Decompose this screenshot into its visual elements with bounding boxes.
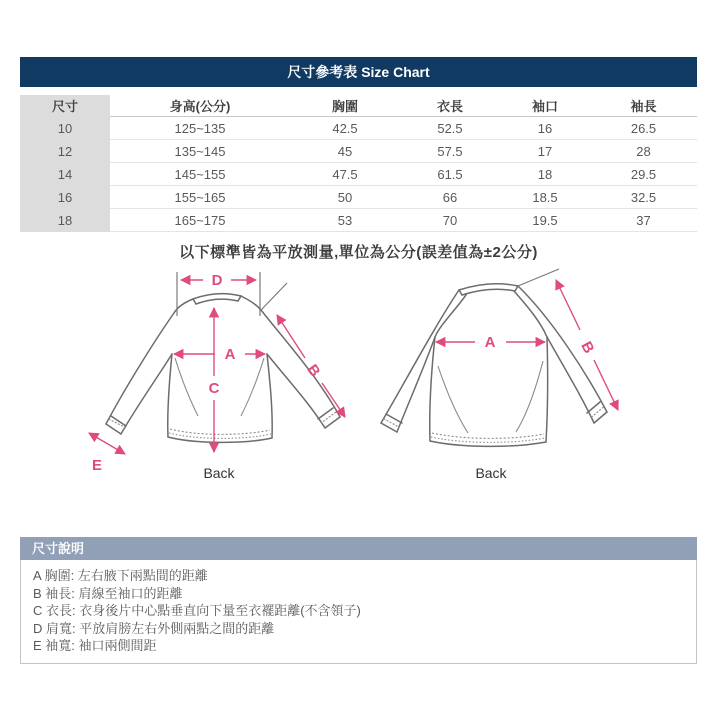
value-cell: 53 (290, 209, 400, 232)
page-title: 尺寸參考表 Size Chart (287, 64, 430, 80)
value-cell: 37 (590, 209, 697, 232)
value-cell: 145~155 (110, 163, 290, 186)
shirt-diagram-right (366, 266, 641, 481)
column-header: 袖長 (590, 95, 697, 117)
size-note-item: E 袖寬: 袖口兩側間距 (33, 638, 157, 654)
size-note-item: D 肩寬: 平放肩膀左右外側兩點之間的距離 (33, 620, 275, 636)
column-header: 尺寸 (20, 95, 110, 117)
measurement-note: 以下標準皆為平放測量,單位為公分(誤差值為±2公分) (179, 244, 538, 261)
value-cell: 18 (500, 163, 590, 186)
size-row (20, 186, 697, 209)
value-cell: 125~135 (110, 117, 290, 140)
diagram-raglan-sleeve-back (366, 266, 641, 481)
label-chest-width: A (484, 334, 495, 351)
value-cell: 135~145 (110, 140, 290, 163)
value-cell: 45 (290, 140, 400, 163)
size-row (20, 117, 697, 140)
size-table-body (20, 117, 697, 232)
size-notes-panel (20, 537, 697, 664)
size-note-item: B 袖長: 肩線至袖口的距離 (33, 585, 183, 601)
value-cell: 52.5 (400, 117, 500, 140)
extension-lines (518, 269, 559, 286)
diagrams-row (20, 266, 697, 481)
value-cell: 16 (500, 117, 590, 140)
value-cell: 28 (590, 140, 697, 163)
value-cell: 32.5 (590, 186, 697, 209)
column-header: 胸圍 (290, 95, 400, 117)
shirt-outline (106, 294, 340, 443)
size-notes-header: 尺寸說明 (20, 537, 697, 560)
diagram-setin-sleeve-back (77, 266, 352, 481)
back-view-caption: Back (202, 465, 235, 481)
value-cell: 165~175 (110, 209, 290, 232)
size-cell: 18 (20, 209, 110, 232)
value-cell: 155~165 (110, 186, 290, 209)
size-row (20, 140, 697, 163)
size-table-head (20, 95, 697, 117)
value-cell: 57.5 (400, 140, 500, 163)
size-table (20, 95, 697, 232)
value-cell: 18.5 (500, 186, 590, 209)
label-cuff-width: E (91, 457, 102, 474)
column-header: 身高(公分) (110, 95, 290, 117)
size-cell: 14 (20, 163, 110, 186)
size-cell: 16 (20, 186, 110, 209)
column-header: 袖口 (500, 95, 590, 117)
value-cell: 50 (290, 186, 400, 209)
size-notes-body (20, 560, 697, 664)
value-cell: 19.5 (500, 209, 590, 232)
size-cell: 10 (20, 117, 110, 140)
value-cell: 47.5 (290, 163, 400, 186)
value-cell: 66 (400, 186, 500, 209)
size-cell: 12 (20, 140, 110, 163)
label-chest-width: A (224, 346, 235, 363)
column-header: 衣長 (400, 95, 500, 117)
size-note-item: A 胸圍: 左右腋下兩點間的距離 (33, 568, 208, 583)
shirt-diagram-left (77, 266, 352, 481)
value-cell: 70 (400, 209, 500, 232)
size-table-header-row (20, 95, 697, 117)
size-chart-title-bar (20, 57, 697, 87)
value-cell: 42.5 (290, 117, 400, 140)
value-cell: 17 (500, 140, 590, 163)
label-shoulder-width: D (211, 272, 222, 289)
value-cell: 61.5 (400, 163, 500, 186)
label-sleeve-length: B (576, 338, 597, 357)
stitch-lines (383, 361, 603, 442)
back-view-caption: Back (474, 465, 507, 481)
label-sleeve-length: B (302, 361, 323, 381)
size-row (20, 209, 697, 232)
size-note-item: C 衣長: 衣身後片中心點垂直向下量至衣襬距離(不含領子) (33, 603, 361, 619)
value-cell: 29.5 (590, 163, 697, 186)
label-body-length: C (208, 380, 219, 397)
value-cell: 26.5 (590, 117, 697, 140)
shirt-outline (381, 284, 607, 447)
size-row (20, 163, 697, 186)
